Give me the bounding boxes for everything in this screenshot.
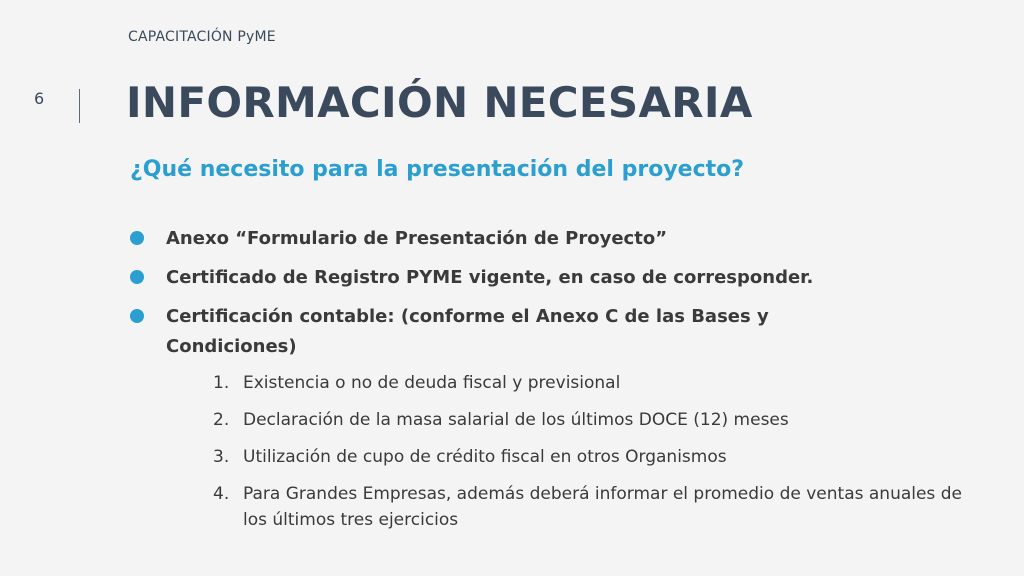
title-divider <box>79 89 80 123</box>
sublist-item <box>213 481 973 533</box>
sublist-item <box>213 370 973 396</box>
list-item <box>130 263 880 293</box>
certification-sublist <box>213 370 973 544</box>
bullet-dot-icon <box>130 231 144 245</box>
slide-subtitle: ¿Qué necesito para la presentación del proyecto? <box>130 157 745 182</box>
sublist-item-text: Utilización de cupo de crédito fiscal en otros Organismos <box>243 447 727 467</box>
list-item <box>130 224 880 254</box>
page-number: 6 <box>34 89 45 108</box>
list-item-text: Certificación contable: (conforme el Anexo C de las Bases y Condiciones) <box>166 306 769 357</box>
section-label: CAPACITACIÓN PyME <box>128 29 276 45</box>
requirements-list <box>130 224 880 371</box>
list-item-text: Anexo “Formulario de Presentación de Proyecto” <box>166 228 668 249</box>
sublist-item-number: 4. <box>213 484 230 504</box>
list-item <box>130 302 880 362</box>
sublist-item-number: 1. <box>213 373 230 393</box>
sublist-item <box>213 407 973 433</box>
sublist-item-text: Existencia o no de deuda fiscal y previsional <box>243 373 621 393</box>
list-item-text: Certificado de Registro PYME vigente, en caso de corresponder. <box>166 267 814 288</box>
sublist-item-number: 3. <box>213 447 230 467</box>
bullet-dot-icon <box>130 309 144 323</box>
bullet-dot-icon <box>130 270 144 284</box>
sublist-item <box>213 444 973 470</box>
page-title: INFORMACIÓN NECESARIA <box>126 78 753 127</box>
sublist-item-text: Para Grandes Empresas, además deberá informar el promedio de ventas anuales de los últimos tres ejercicios <box>243 484 962 530</box>
sublist-item-text: Declaración de la masa salarial de los últimos DOCE (12) meses <box>243 410 789 430</box>
sublist-item-number: 2. <box>213 410 230 430</box>
